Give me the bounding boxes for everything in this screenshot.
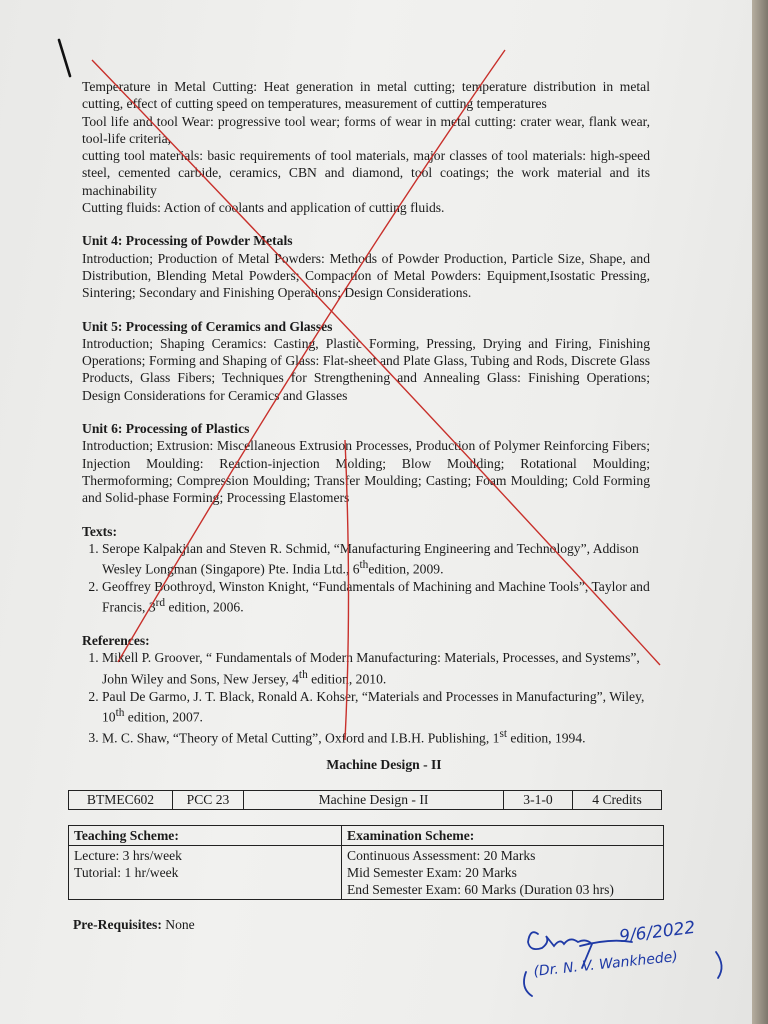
unit5-heading: Unit 5: Processing of Ceramics and Glasses bbox=[82, 318, 333, 334]
continuous-assessment: Continuous Assessment: 20 Marks bbox=[347, 848, 536, 863]
text-item: 2. Geoffrey Boothroyd, Winston Knight, “Fundamentals of Machining and Machine Tools”, Taylor and Francis, 3rd edition, 2006. bbox=[102, 578, 650, 616]
topic-tool-life: Tool life and tool Wear: progressive tool wear; forms of wear in metal cutting: crater wear, flank wear, tool-life criteria, bbox=[82, 113, 650, 146]
reference-item: 2. Paul De Garmo, J. T. Black, Ronald A. Kohser, “Materials and Processes in Manufacturing”, Wiley, 10th edition, 2007. bbox=[102, 688, 650, 726]
signature-date: 9/6/2022 bbox=[618, 917, 697, 947]
topic-cutting-fluids: Cutting fluids: Action of coolants and application of cutting fluids. bbox=[82, 200, 445, 216]
course-ltp: 3-1-0 bbox=[504, 791, 573, 810]
end-semester-exam: End Semester Exam: 60 Marks (Duration 03 hrs) bbox=[347, 882, 614, 897]
unit4-heading: Unit 4: Processing of Powder Metals bbox=[82, 233, 293, 249]
unit5-text: Introduction; Shaping Ceramics: Casting, Plastic Forming, Pressing, Drying and Firing, Finishing Operations; Forming and Shaping of Glass: Flat-sheet and Plate Glass, Tubing and Rods, Discrete Glass Products, Glass Fibers; Techniques for Strengthening and Annealing Glass: Finishing Operations; Design Considerations for Ceramics and Glasses bbox=[82, 335, 650, 403]
reference-item: 3. M. C. Shaw, “Theory of Metal Cutting”, Oxford and I.B.H. Publishing, 1st edition, 1994. bbox=[102, 726, 650, 747]
topic-temperature: Temperature in Metal Cutting: Heat generation in metal cutting; temperature distribution in metal cutting, effect of cutting speed on temperatures, measurement of cutting temperatures bbox=[82, 79, 650, 112]
exam-scheme-heading: Examination Scheme: bbox=[342, 826, 664, 846]
cross-line-vertical bbox=[345, 440, 349, 740]
prereq-label: Pre-Requisites: bbox=[73, 917, 162, 932]
signature-name: (Dr. N. V. Wankhede) bbox=[532, 948, 679, 980]
course-title: Machine Design - II bbox=[326, 757, 442, 772]
reference-item: 1. Mikell P. Groover, “ Fundamentals of Modern Manufacturing: Materials, Processes, and Systems”, John Wiley and Sons, New Jersey, 4th edition, 2010. bbox=[102, 649, 650, 687]
references-heading: References: bbox=[82, 633, 150, 649]
unit4-text: Introduction; Production of Metal Powders: Methods of Powder Production, Particle Size, Shape, and Distribution, Blending Metal Powders; Compaction of Metal Powders: Equipment,Isostatic Pressing, Sintering; Secondary and Finishing Operations; Design Considerations. bbox=[82, 250, 650, 301]
signature-bracket bbox=[524, 972, 532, 996]
topic-tool-materials: cutting tool materials: basic requirements of tool materials, major classes of tool materials: high-speed steel, cemented carbide, ceramics, CBN and diamond, tool coatings; the work material and its machinability bbox=[82, 148, 650, 198]
texts-heading: Texts: bbox=[82, 523, 117, 539]
course-category: PCC 23 bbox=[173, 791, 244, 810]
text-item: 1. Serope Kalpakjian and Steven R. Schmid, “Manufacturing Engineering and Technology”, Addison Wesley Longman (Singapore) Pte. India Ltd., 6thedition, 2009. bbox=[102, 540, 650, 578]
mid-semester-exam: Mid Semester Exam: 20 Marks bbox=[347, 865, 517, 880]
course-credits: 4 Credits bbox=[573, 791, 662, 810]
course-code: BTMEC602 bbox=[69, 791, 173, 810]
tutorial-hours: Tutorial: 1 hr/week bbox=[74, 865, 179, 880]
unit6-text: Introduction; Extrusion: Miscellaneous Extrusion Processes, Production of Polymer Reinforcing Fibers; Injection Moulding: Reaction-injection Molding; Blow Moulding; Rotational Moulding; Thermoforming; Compression Moulding; Transfer Moulding; Casting; Foam Moulding; Cold Forming and Solid-phase Forming; Processing Elastomers bbox=[82, 438, 650, 506]
prereq-value: None bbox=[165, 917, 195, 932]
course-name: Machine Design - II bbox=[244, 791, 504, 810]
cross-line-diagonal bbox=[92, 60, 660, 665]
unit6-heading: Unit 6: Processing of Plastics bbox=[82, 421, 250, 437]
cross-line-diagonal bbox=[118, 50, 505, 662]
lecture-hours: Lecture: 3 hrs/week bbox=[74, 848, 182, 863]
signature bbox=[520, 908, 730, 1008]
signature-bracket bbox=[716, 952, 722, 978]
teaching-scheme-heading: Teaching Scheme: bbox=[69, 826, 342, 846]
